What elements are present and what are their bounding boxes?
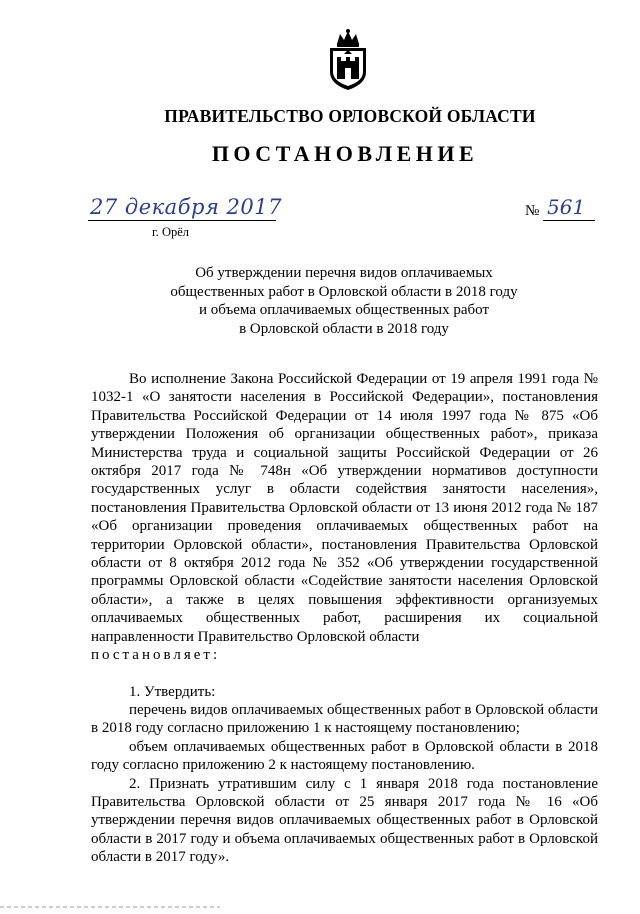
date-underline xyxy=(88,220,276,221)
item-1a-paragraph: перечень видов оплачиваемых общественных работ в Орловской области в 2018 году согласно приложению 1 к настоящему постановлению; xyxy=(91,701,598,737)
handwritten-number: 561 xyxy=(547,195,586,219)
city-label: г. Орёл xyxy=(152,225,190,239)
number-label: № xyxy=(525,203,540,219)
footer-scan-marks xyxy=(0,896,220,900)
subject-line: и объема оплачиваемых общественных работ xyxy=(198,302,490,319)
item-1b-paragraph: объем оплачиваемых общественных работ в Орловской области в 2018 году согласно приложению 2 к настоящему постановлению. xyxy=(91,738,598,774)
oryol-coat-of-arms-icon xyxy=(323,28,373,92)
number-underline xyxy=(543,220,595,221)
government-title: ПРАВИТЕЛЬСТВО ОРЛОВСКОЙ ОБЛАСТИ xyxy=(164,106,536,126)
item-1-heading: 1. Утвердить: xyxy=(129,683,216,700)
subject-line: Об утверждении перечня видов оплачиваемых xyxy=(195,265,493,281)
handwritten-date: 27 декабря 2017 xyxy=(90,195,282,219)
item-2-paragraph: 2. Признать утратившим силу с 1 января 2018 года постановление Правительства Орловской области от 25 января 2017 года № 16 «Об утверждении перечня видов оплачиваемых общественных работ в Орловской области в 2017 году и объема оплачиваемых общественных работ в Орловской области в 2017 году». xyxy=(91,775,598,866)
document-type-title: ПОСТАНОВЛЕНИЕ xyxy=(211,141,479,166)
resolves-word: постановляет: xyxy=(91,647,221,664)
subject-line: общественных работ в Орловской области в 2018 году xyxy=(170,283,518,300)
document-body xyxy=(91,370,598,867)
document-subject xyxy=(100,264,588,338)
subject-line: в Орловской области в 2018 году xyxy=(239,320,449,337)
preamble-paragraph: Во исполнение Закона Российской Федерации от 19 апреля 1991 года № 1032-1 «О занятости населения в Российской Федерации», постановления Правительства Российской Федерации от 14 июля 1997 года № 875 «Об утверждении Положения об организации общественных работ», приказа Министерства труда и социальной защиты Российской Федерации от 26 октября 2017 года № 748н «Об утверждении нормативов доступности государственных услуг в области содействия занятости населения», постановления Правительства Орловской области от 13 июня 2012 года № 187 «Об организации проведения оплачиваемых общественных работ на территории Орловской области», постановления Правительства Орловской области от 8 октября 2012 года № 352 «Об утверждении государственной программы Орловской области «Содействие занятости населения Орловской области», а также в целях повышения эффективности организуемых оплачиваемых общественных работ, расширения их социальной направленности Правительство Орловской области xyxy=(91,371,598,645)
